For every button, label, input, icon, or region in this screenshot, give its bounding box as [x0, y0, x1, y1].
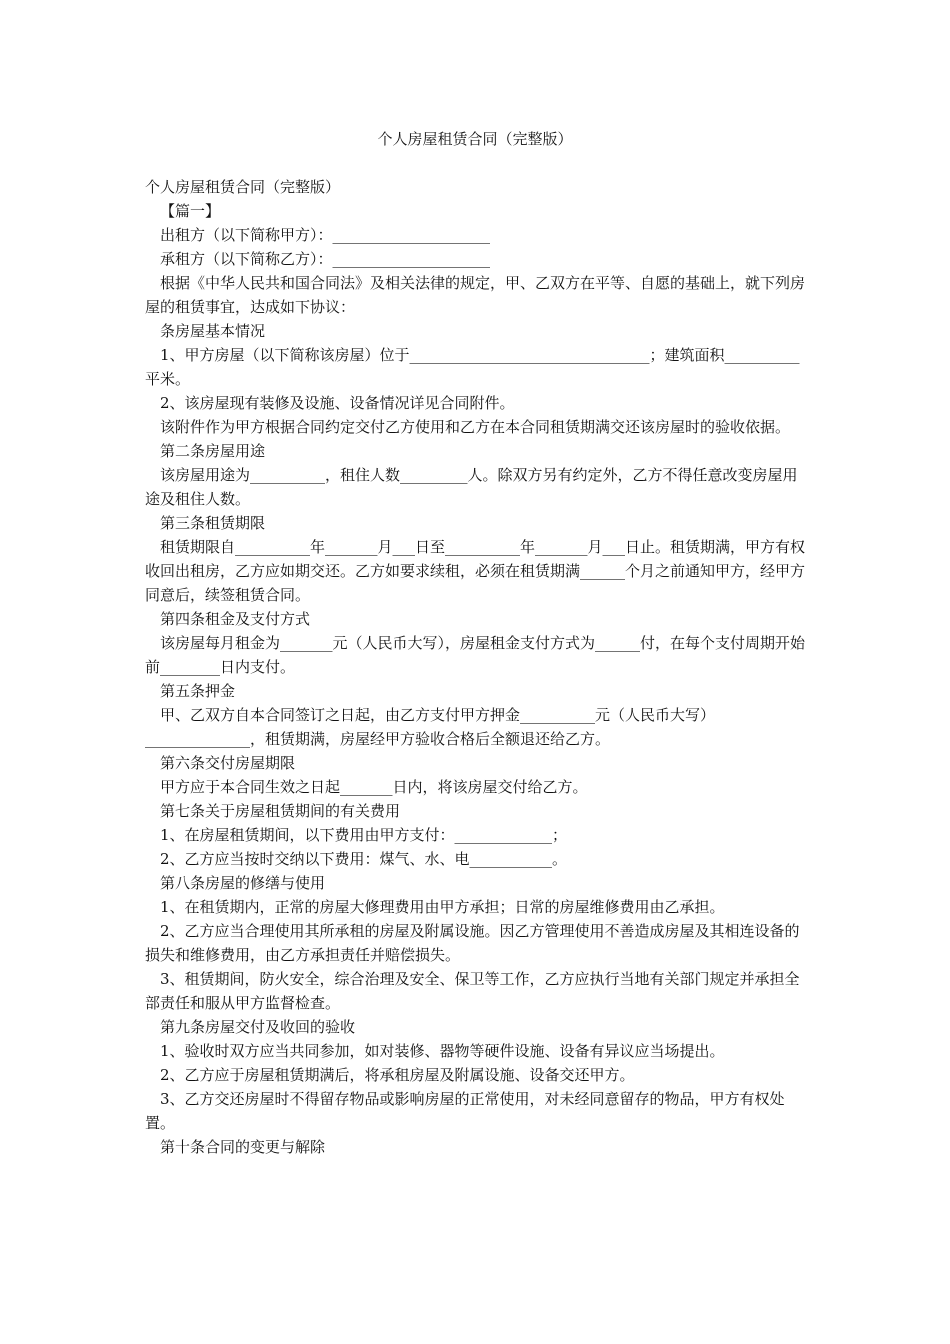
doc-paragraph: 1、甲方房屋（以下简称该房屋）位于________________________________；建筑面积__________平米。	[145, 346, 800, 388]
page-title: 个人房屋租赁合同（完整版）	[377, 130, 573, 148]
section-heading: 第八条房屋的修缮与使用	[160, 874, 326, 892]
doc-paragraph: 根据《中华人民共和国合同法》及相关法律的规定，甲、乙双方在平等、自愿的基础上，就下列房屋的租赁事宜，达成如下协议：	[145, 274, 806, 316]
section-heading: 第四条租金及支付方式	[160, 610, 311, 628]
section-heading: 【篇一】	[160, 202, 221, 220]
document-body	[145, 175, 807, 1159]
doc-paragraph: 该房屋每月租金为_______元（人民币大写），房屋租金支付方式为______付，在每个支付周期开始前________日内支付。	[145, 634, 806, 676]
doc-paragraph: 3、租赁期间，防火安全，综合治理及安全、保卫等工作，乙方应执行当地有关部门规定并承担全部责任和服从甲方监督检查。	[145, 970, 800, 1012]
doc-paragraph: 1、在房屋租赁期间，以下费用由甲方支付：_____________；	[160, 826, 568, 844]
doc-paragraph: 2、乙方应于房屋租赁期满后，将承租房屋及附属设施、设备交还甲方。	[160, 1066, 635, 1084]
doc-paragraph: 甲方应于本合同生效之日起_______日内，将该房屋交付给乙方。	[160, 778, 588, 796]
section-heading: 第六条交付房屋期限	[160, 754, 296, 772]
section-heading: 第三条租赁期限	[160, 514, 266, 532]
doc-paragraph: 1、验收时双方应当共同参加，如对装修、器物等硬件设施、设备有异议应当场提出。	[160, 1042, 725, 1060]
lessee-field: 承租方（以下简称乙方）：_____________________	[160, 250, 491, 268]
doc-paragraph: 1、在租赁期内，正常的房屋大修理费用由甲方承担；日常的房屋维修费用由乙承担。	[160, 898, 725, 916]
doc-paragraph: 租赁期限自__________年_______月___日至__________年_______月___日止。租赁期满，甲方有权收回出租房，乙方应如期交还。乙方如要求续租，必须在租赁期满______个月之前通知甲方，经甲方同意后，续签租赁合同。	[145, 538, 806, 604]
lessor-field: 出租方（以下简称甲方）：_____________________	[160, 226, 491, 244]
doc-paragraph: 甲、乙双方自本合同签订之日起，由乙方支付甲方押金__________元（人民币大写）______________，租赁期满，房屋经甲方验收合格后全额退还给乙方。	[145, 706, 716, 748]
section-heading: 第十条合同的变更与解除	[160, 1138, 326, 1156]
doc-paragraph: 2、乙方应当合理使用其所承租的房屋及附属设施。因乙方管理使用不善造成房屋及其相连设备的损失和维修费用，由乙方承担责任并赔偿损失。	[145, 922, 800, 964]
doc-paragraph: 2、该房屋现有装修及设施、设备情况详见合同附件。	[160, 394, 515, 412]
doc-paragraph: 该附件作为甲方根据合同约定交付乙方使用和乙方在本合同租赁期满交还该房屋时的验收依据。	[160, 418, 791, 436]
doc-paragraph: 2、乙方应当按时交纳以下费用：煤气、水、电___________。	[160, 850, 568, 868]
doc-paragraph: 3、乙方交还房屋时不得留存物品或影响房屋的正常使用，对未经同意留存的物品，甲方有权处置。	[145, 1090, 785, 1132]
doc-paragraph: 该房屋用途为__________，租住人数_________人。除双方另有约定外，乙方不得任意改变房屋用途及租住人数。	[145, 466, 798, 508]
section-heading: 第七条关于房屋租赁期间的有关费用	[160, 802, 401, 820]
section-heading: 第九条房屋交付及收回的验收	[160, 1018, 356, 1036]
section-heading: 条房屋基本情况	[160, 322, 266, 340]
doc-paragraph: 个人房屋租赁合同（完整版）	[145, 178, 341, 196]
section-heading: 第二条房屋用途	[160, 442, 266, 460]
section-heading: 第五条押金	[160, 682, 236, 700]
